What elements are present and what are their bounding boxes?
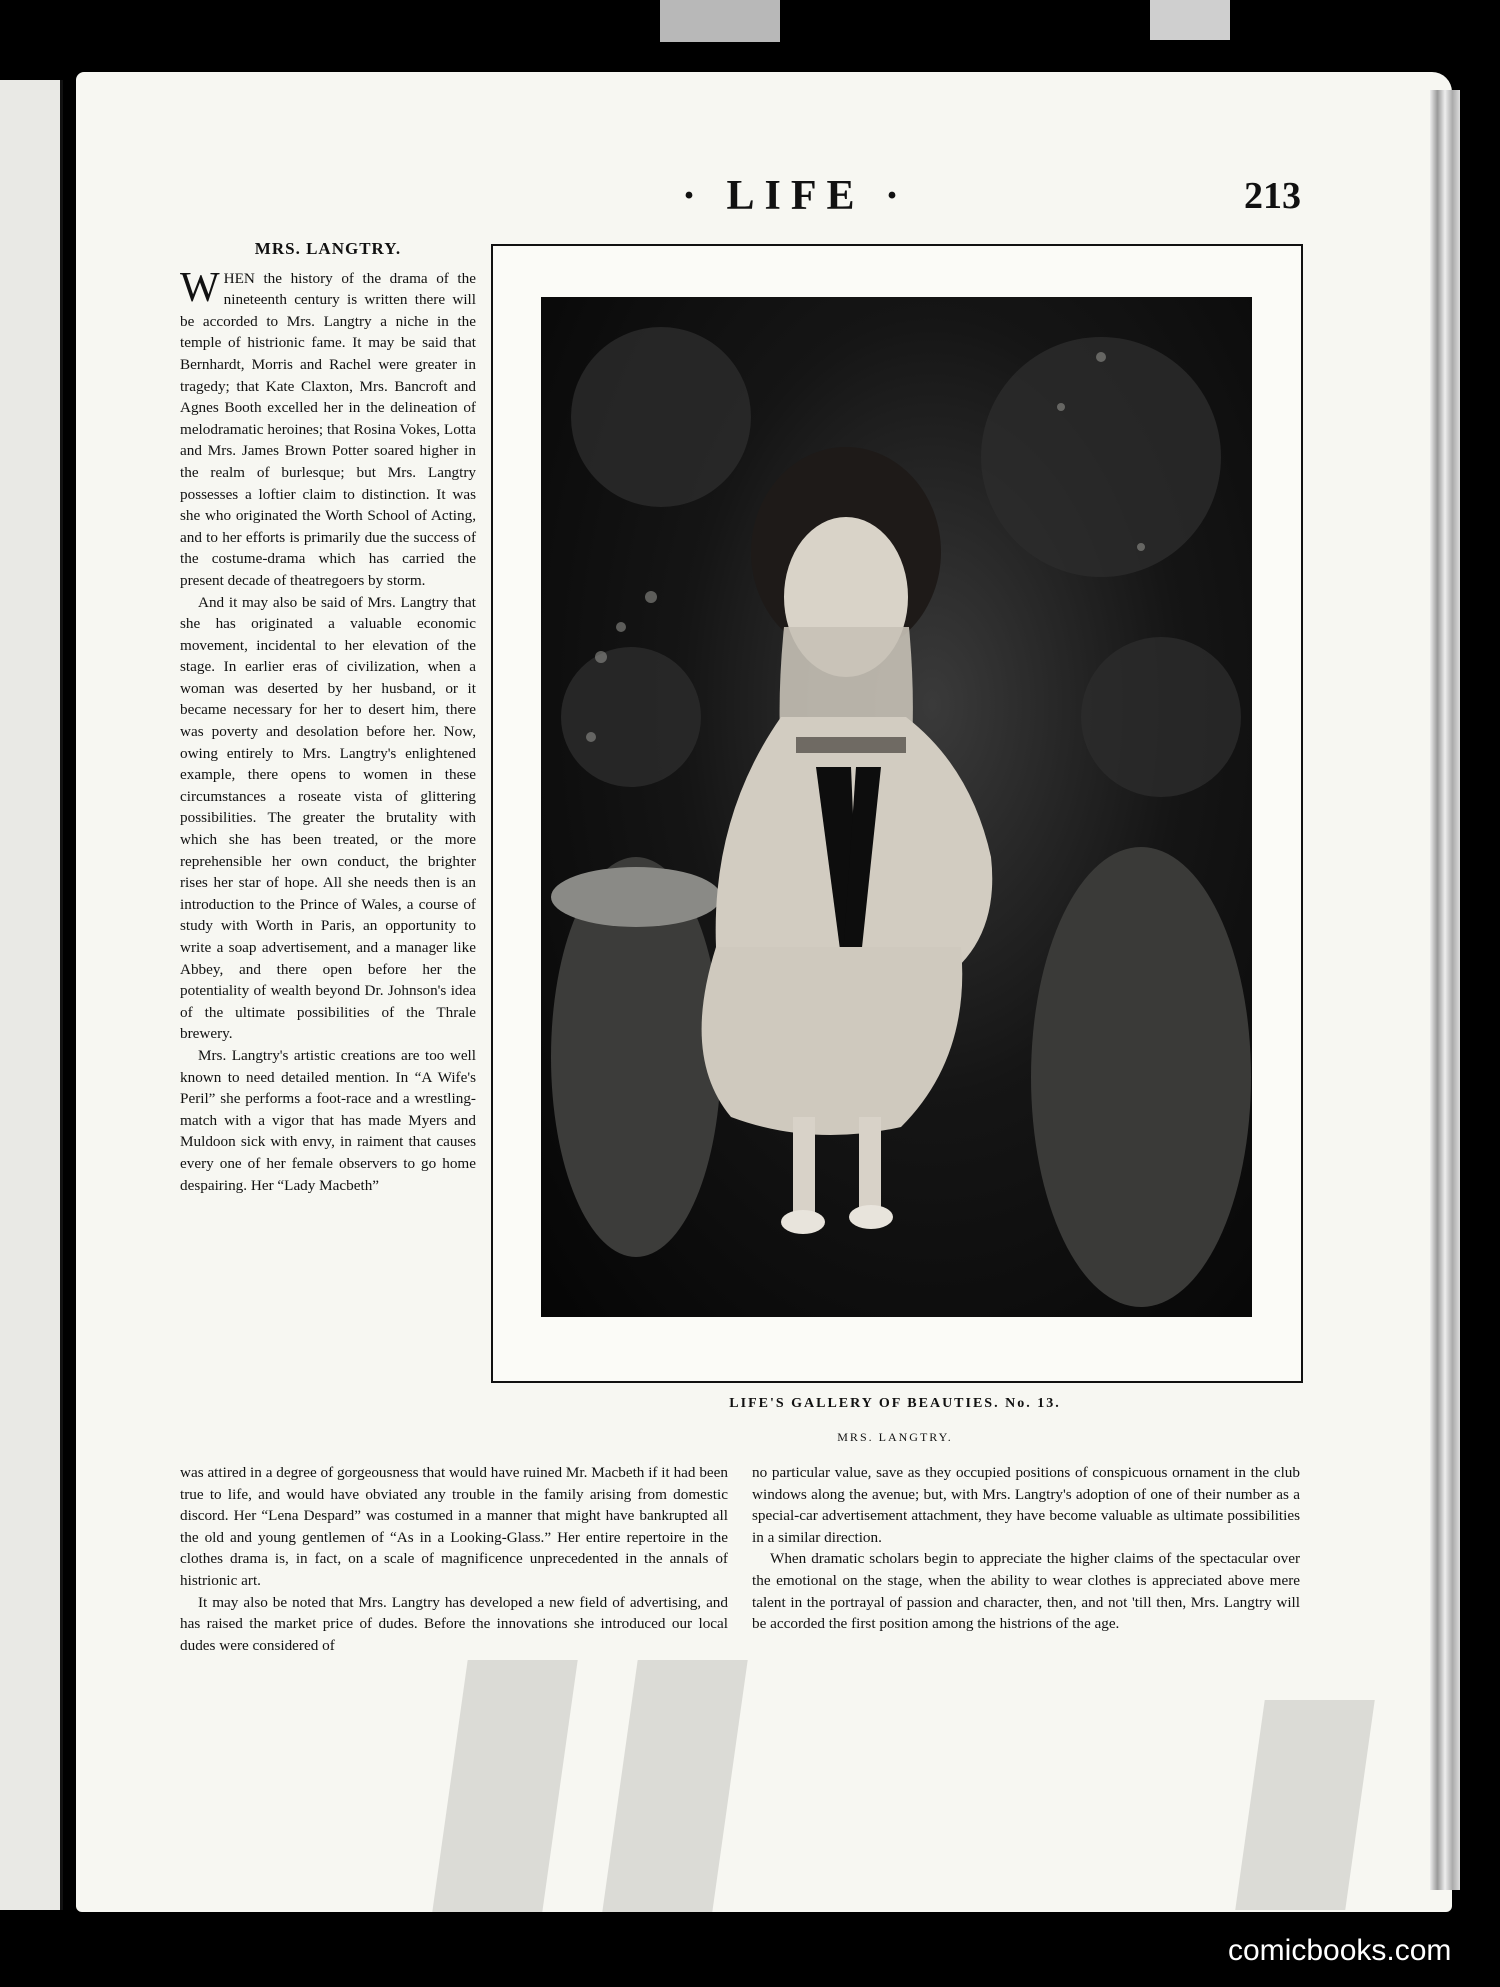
article-paragraph-2: And it may also be said of Mrs. Langtry that she has originated a valuable economic movement, incidental to her elevation of the stage. In earlier eras of civilization, when a woman was deserted by her husband, or it became necessary for her to desert him, there was poverty and desolation before her. Now, owing entirely to Mrs. Langtry's enlightened example, there opens to women in these circumstances a roseate vista of glittering possibilities. The greater the brutality with which she has been treated, or the more reprehensible her own conduct, the brighter rises her star of hope. All she needs then is an introduction to the Prince of Wales, a course of study with Worth in Paris, an opportunity to write a soap advertisement, and a manager like Abbey, and there open before her the potentiality of wealth beyond Dr. Johnson's idea of the ultimate possibilities of the Thrale brewery. xyxy=(180,593,476,1043)
portrait-frame xyxy=(491,244,1303,1383)
masthead-title: · LIFE · xyxy=(682,173,910,219)
paragraph-1-text: HEN the history of the drama of the nineteenth century is written there will be accorded to Mrs. Langtry a niche in the temple of histrionic fame. It may be said that Bernhardt, Morris and Rachel were greater in tragedy; that Kate Claxton, Mrs. Bancroft and Agnes Booth excelled her in the delineation of melodramatic heroines; that Rosina Vokes, Lotta and Mrs. James Brown Potter soared higher in the realm of burlesque; but Mrs. Langtry possesses a loftier claim to distinction. It was she who originated the Worth School of Acting, and to her efforts is primarily due the success of the costume-drama which has carried the present decade of theatregoers by storm. xyxy=(180,269,476,589)
tape-strip-top-right xyxy=(1150,0,1230,40)
article-paragraph-4: It may also be noted that Mrs. Langtry has developed a new field of advertising, and has raised the market price of dudes. Before the innovations she introduced our local dudes were considered of xyxy=(180,1593,728,1654)
photo-caption: LIFE'S GALLERY OF BEAUTIES. No. 13. xyxy=(729,1396,1061,1411)
article-column-bottom-left xyxy=(180,1462,728,1656)
portrait-photo xyxy=(541,297,1252,1317)
article-paragraph-1 xyxy=(180,264,476,592)
photo-subcaption: MRS. LANGTRY. xyxy=(837,1430,953,1444)
portrait-illustration xyxy=(541,297,1252,1317)
page-edge-shadow xyxy=(1430,90,1460,1890)
adjacent-page-edge xyxy=(0,80,63,1910)
masthead xyxy=(76,102,1452,222)
article-column-left xyxy=(180,238,476,1196)
article-paragraph-4-continued: no particular value, save as they occupied positions of conspicuous ornament in the club windows along the avenue; but, with Mrs. Langtry's adoption of one of their number as a special-car advertisement attachment, they have become valuable as ultimate possibilities in a similar direction. xyxy=(752,1464,1300,1546)
article-paragraph-5: When dramatic scholars begin to appreciate the higher claims of the spectacular over the emotional on the stage, when the ability to wear clothes is appreciated above mere talent in the portrayal of passion and character, then, and not 'till then, Mrs. Langtry will be accorded the first position among the histrions of the age. xyxy=(752,1550,1300,1633)
article-paragraph-3-continued: was attired in a degree of gorgeousness that would have ruined Mr. Macbeth if it had been true to life, and would have obviated any trouble in the family arising from domestic discord. Her “Lena Despard” was costumed in a manner that might have bankrupted all the old and young gentlemen of “As in a Looking-Glass.” Her entire repertoire in the clothes drama is, in fact, on a scale of magnificence unprecedented in the annals of histrionic art. xyxy=(180,1464,728,1589)
article-title: MRS. LANGTRY. xyxy=(254,239,402,258)
watermark: comicbooks.com xyxy=(1228,1934,1452,1967)
page-number: 213 xyxy=(1244,175,1301,217)
drop-cap: W xyxy=(180,264,220,311)
article-paragraph-3-start: Mrs. Langtry's artistic creations are too well known to need detailed mention. In “A Wife's Peril” she performs a foot-race and a wrestling-match with a vigor that has made Myers and Muldoon sick with envy, in raiment that causes every one of her female observers to go home despairing. Her “Lady Macbeth” xyxy=(180,1046,476,1194)
tape-strip-top xyxy=(660,0,780,42)
article-column-bottom-right xyxy=(752,1462,1300,1635)
